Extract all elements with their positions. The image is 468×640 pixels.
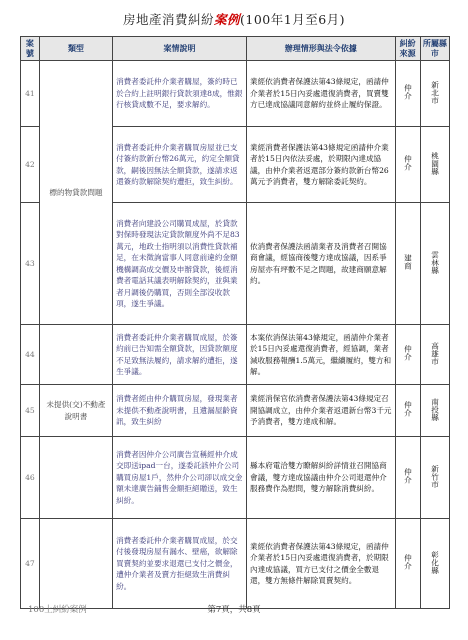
case-source: 仲介 (395, 385, 420, 437)
header-no: 案號 (21, 37, 40, 61)
case-no: 46 (21, 437, 40, 519)
case-desc: 消費者委託仲介業者購屋，簽約時已於合約上註明銀行貸款須達8成，惟銀行核貸成數不足，要求解約。 (113, 61, 247, 127)
case-no: 42 (21, 127, 40, 203)
case-process: 業經依消費者保護法第43條規定，函請仲介業者於15日內妥處還復消費者，於期限內達成協議，買方已支付之價金全數退還，雙方無條件解除買賣契約。 (246, 519, 395, 609)
title-emphasis: 案例 (213, 12, 240, 27)
case-desc: 消費者委託仲介業者購買成屋，於簽約前已告知需全額貸款，因貸款額度不足致無法履約，請求解約遭拒，遂生爭議。 (113, 325, 247, 385)
case-desc: 消費者因仲介公司廣告宣稱經仲介成交即送ipad一台，遂委託該仲介公司購買房屋1戶，然仲介公司卻以成交金額未達廣告鋪售金額拒絕贈送，致生糾紛。 (113, 437, 247, 519)
case-no: 47 (21, 519, 40, 609)
header-type: 類型 (39, 37, 112, 61)
case-desc: 消費者經由仲介購買房屋，發現業者未提供不動產說明書，且遺漏屋齡資訊，致生糾紛 (113, 385, 247, 437)
case-process: 業經消保官依消費者保護法第43條規定召開協調成立，由仲介業者返還新台幣3千元予消費者，雙方達成和解。 (246, 385, 395, 437)
title-prefix: 房地產消費糾紛 (122, 12, 214, 27)
table-row (21, 325, 450, 385)
case-county: 桃園縣 (420, 127, 449, 203)
case-source: 仲介 (395, 325, 420, 385)
case-process: 本案依消保法第43條規定，函請仲介業者於15日內妥處還復消費者，經協調，業者減收服務報酬1.5萬元，繼續履約，雙方和解。 (246, 325, 395, 385)
table-row (21, 437, 450, 519)
case-no: 41 (21, 61, 40, 127)
header-source: 糾紛來源 (395, 37, 420, 61)
case-type (39, 325, 112, 385)
case-county: 新北市 (420, 61, 449, 127)
case-source: 建商 (395, 203, 420, 325)
case-desc: 消費者委託仲介業者購買房屋並已支付簽約款新台幣26萬元，約定全額貸款，嗣後因無法全額貸款，遂請求返還簽約款解除契約遭拒，致生糾紛。 (113, 127, 247, 203)
footer-label: 100上糾紛案例 (28, 605, 87, 615)
case-type: 未提供(交)不動產說明書 (39, 385, 112, 437)
case-county: 雲林縣 (420, 203, 449, 325)
case-source: 仲介 (395, 437, 420, 519)
case-type: 標的物貸款問題 (39, 61, 112, 325)
case-county: 高雄市 (420, 325, 449, 385)
header-desc: 案情說明 (113, 37, 247, 61)
case-no: 45 (21, 385, 40, 437)
page-title (0, 10, 468, 28)
header-process: 辦理情形與法令依據 (246, 37, 395, 61)
case-county: 彰化縣 (420, 519, 449, 609)
case-desc: 消費者委託仲介業者購買成屋，於交付後發現房屋有漏水、壁癌，欲解除買賣契約並要求退還已支付之價金，遭仲介業者及賣方拒絕致生消費糾紛。 (113, 519, 247, 609)
case-no: 43 (21, 203, 40, 325)
case-process: 業經消費者保護法第43條規定函請仲介業者於15日內依法妥處，於期限內達成協議，由仲介業者返還部分簽約款新台幣26萬元予消費者，雙方解除委託契約。 (246, 127, 395, 203)
table-header-row (21, 37, 450, 61)
case-process: 業經依消費者保護法第43條規定，函請仲介業者於15日內妥處還復消費者，買賣雙方已達成協議同意解約並終止履約保證。 (246, 61, 395, 127)
header-county: 所屬縣市 (420, 37, 449, 61)
table-row (21, 61, 450, 127)
case-desc: 消費者向建設公司購買成屋，於貸款對保時發現法定貸款額度外尚不足83萬元，地政士指明須以消費性貸款補足，在未徵詢當事人同意前違約金額機構調高成交價及申辦貸款，後經消費者電話其議表明解除契約，並與業者月調後仍購買，否則全部沒收款項，遂生爭議。 (113, 203, 247, 325)
table-row (21, 385, 450, 437)
case-source: 仲介 (395, 61, 420, 127)
case-no: 44 (21, 325, 40, 385)
case-source: 仲介 (395, 127, 420, 203)
case-table (20, 36, 450, 609)
case-type (39, 437, 112, 519)
table-row (21, 519, 450, 609)
case-county: 新竹市 (420, 437, 449, 519)
case-type (39, 519, 112, 609)
case-county: 南投縣 (420, 385, 449, 437)
case-process: 縣本府電洽雙方瞭解糾紛詳情並召開協商會議，雙方達成協議由仲介公司退還仲介服務費作為慰問，雙方解除消費糾紛。 (246, 437, 395, 519)
case-source: 仲介 (395, 519, 420, 609)
page-number: 第7頁，共8頁 (207, 605, 261, 615)
case-process: 依消費者保護法函請業者及消費者召開協商會議，經協商後雙方達成協議，因系爭房屋亦有坪數不足之問題，故建商願意解約。 (246, 203, 395, 325)
title-suffix: (100年1月至6月) (240, 12, 346, 27)
